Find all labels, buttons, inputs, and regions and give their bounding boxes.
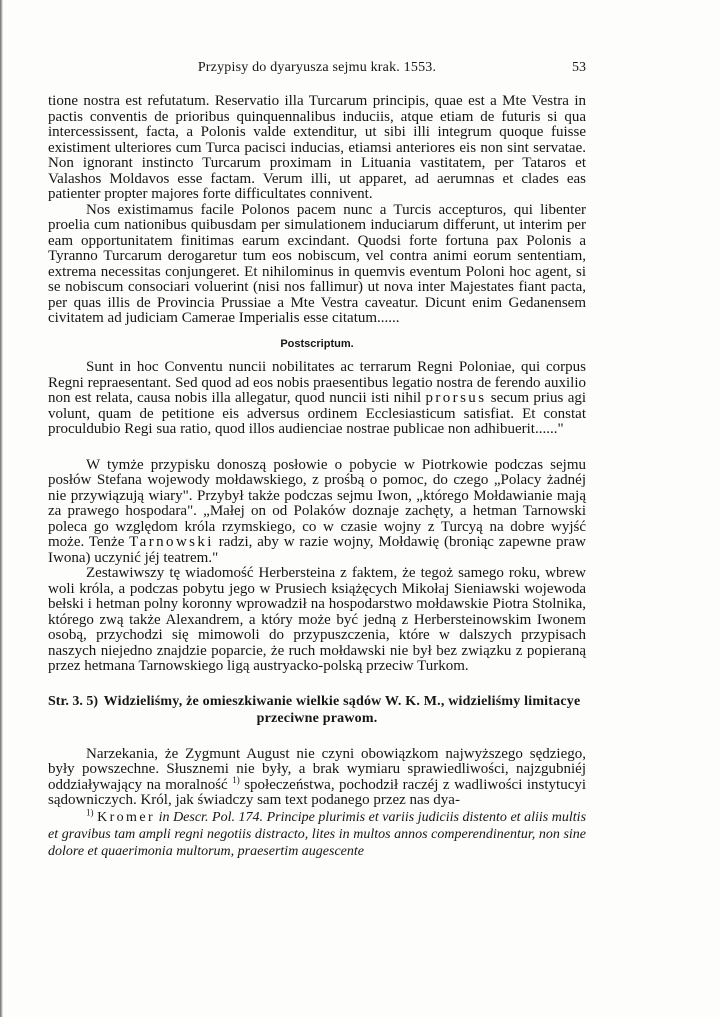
postscript-text-2: secum prius agi volunt, quam de petitione eis adversus ordinem Ecclesiasticum satisfiat. Et constat proculdubio Regi sua ratio, quod illos audienciae nostrae publicae non adhibuerit......" — [48, 390, 587, 437]
running-head: Przypisy do dyaryusza sejmu krak. 1553. — [197, 60, 437, 75]
page-edge-shadow — [0, 0, 3, 1017]
page-header — [48, 60, 586, 80]
commentary-text-1: W tymże przypisku donoszą posłowie o pobycie w Piotrkowie podczas sejmu posłów Stefana wojewody mołdawskiego, z prośbą o pomoc, do czego „Polacy żadnéj nie przywiązują wiary". Przybył także podczas sejmu Iwon, „którego Mołdawianie mają za prawego hospodara". „Małej on od Polaków doznaje zachęty, a hetman Tarnowski poleca go względom króla rzymskiego, co w czasie wojny z Turcyą na dobre wyjść może. Tenże — [48, 456, 586, 550]
commentary-paragraph-1 — [48, 458, 586, 567]
footnote-author: Kromer — [97, 809, 156, 825]
section-reference: Str. 3. 5) — [48, 693, 99, 709]
footnote-text: Principe plurimis et variis judiciis distento et aliis multis et gravibus tam ampli regni negotiis distracto, lites in multos annos comperendinentur, non sine dolore et quaerimonia multorum, praesertim augescente — [48, 809, 587, 859]
postscript-title: Postscriptum. — [280, 337, 354, 350]
latin-paragraph-2: Nos existimamus facile Polonos pacem nunc a Turcis accepturos, qui libenter proelia cum nationibus quibusdam per simulationem induciarum differunt, ut interim per eam opportunitatem finitimas earum excindant. Quodsi forte fortuna pax Polonis a Tyranno Turcarum derogaretur tum eos nobiscum, vel contra animi eorum sententiam, extrema necessitas conjungeret. Et nihilominus in quemvis eventum Poloni hoc agent, si se nobiscum consociari voluerint (nisi nos fallimur) ut nova inter Majestates fiant pacta, per quas illis de Provincia Prussiae a Mte Vestra caveatur. Dicunt enim Gedanensem civitatem ad judiciam Camerae Imperialis esse citatum...... — [48, 201, 586, 326]
postscript-paragraph — [48, 360, 586, 438]
footnote — [48, 806, 587, 860]
commentary-paragraph-2: Zestawiwszy tę wiadomość Herbersteina z faktem, że tegoż samego roku, wbrew woli króla, a podczas pobytu jego w Prusiech książęcych Mikołaj Sieniawski wojewoda bełski i hetman polny koronny wprowadził na hospodarstwo mołdawskie Piotra Stolnika, którego zwą także Alexandrem, a który może być jedną z Herbersteinowskim Iwonem osobą, przychodzi się mimowoli do przypuszczenia, które w dalszych przypisach naszych niejedno znajdzie poparcie, że ruch mołdawski nie był bez związku z popieraną przez hetmana Tarnowskiego ligą austryacko-polską przeciw Turkom. — [48, 565, 586, 674]
footnote-citation: in Descr. Pol. 174. — [158, 809, 264, 825]
footnote-marker: 1) — [86, 806, 94, 817]
footnote-marker-number: 1 — [86, 806, 91, 817]
body-text — [48, 94, 586, 860]
latin-paragraph-1: tione nostra est refutatum. Reservatio illa Turcarum principis, quae est a Mte Vestra in pactis conventis de prioribus quinquennalibus induciis, atque etiam de futuris si qua intercessissent, facta, a Polonis valde extenditur, ut sibi illi integrum quoque fuisse existiment ulteriores cum Turca pacisci inducias, etiamsi anteriores eis non sint servatae. Non ignorant instincto Turcarum proximam in Lituania vastitatem, per Tataros et Valashos Moldavos esse factam. Verum illi, ut apparet, ad aerumnas et clades eas patienter propter majores forte difficultates connivent. — [48, 93, 586, 202]
section-text-1: Narzekania, że Zygmunt August nie czyni obowiązkom najwyższego sędziego, były powszechne. Słusznemi nie były, a brak wymiaru sprawiedliwości, najzgubniéj oddziaływający na moralność — [48, 745, 586, 793]
section-paragraph — [48, 747, 586, 809]
section-title: Widzieliśmy, że omieszkiwanie wielkie sądów W. K. M., widzieliśmy limitacye przeciwne prawom. — [103, 693, 581, 726]
page-number: 53 — [572, 60, 586, 75]
section-heading — [48, 693, 586, 727]
postscript-text-1: Sunt in hoc Conventu nuncii nobilitates ac terrarum Regni Poloniae, qui corpus Regni repraesentant. Sed quod ad eos nobis praesentibus legatio nostra de ferendo auxilio non est relata, causa nobis illa allegatur, quod nuncii isti nihil — [48, 359, 586, 406]
commentary-spaced-name: Tarnowski — [129, 534, 214, 550]
footnote-reference: 1) — [232, 774, 240, 785]
section-text-2: społeczeństwa, pochodził raczéj z wadliwości instytucyi sądowniczych. Król, jak świadczy sam text podanego przez nas dya- — [48, 776, 587, 808]
postscript-spaced-word: prorsus — [425, 390, 487, 406]
footnote-reference-number: 1 — [232, 774, 237, 785]
commentary-text-2: radzi, aby w razie wojny, Mołdawię (broniąc zapewne praw Iwona) uczynić jéj teatrem." — [48, 534, 587, 566]
